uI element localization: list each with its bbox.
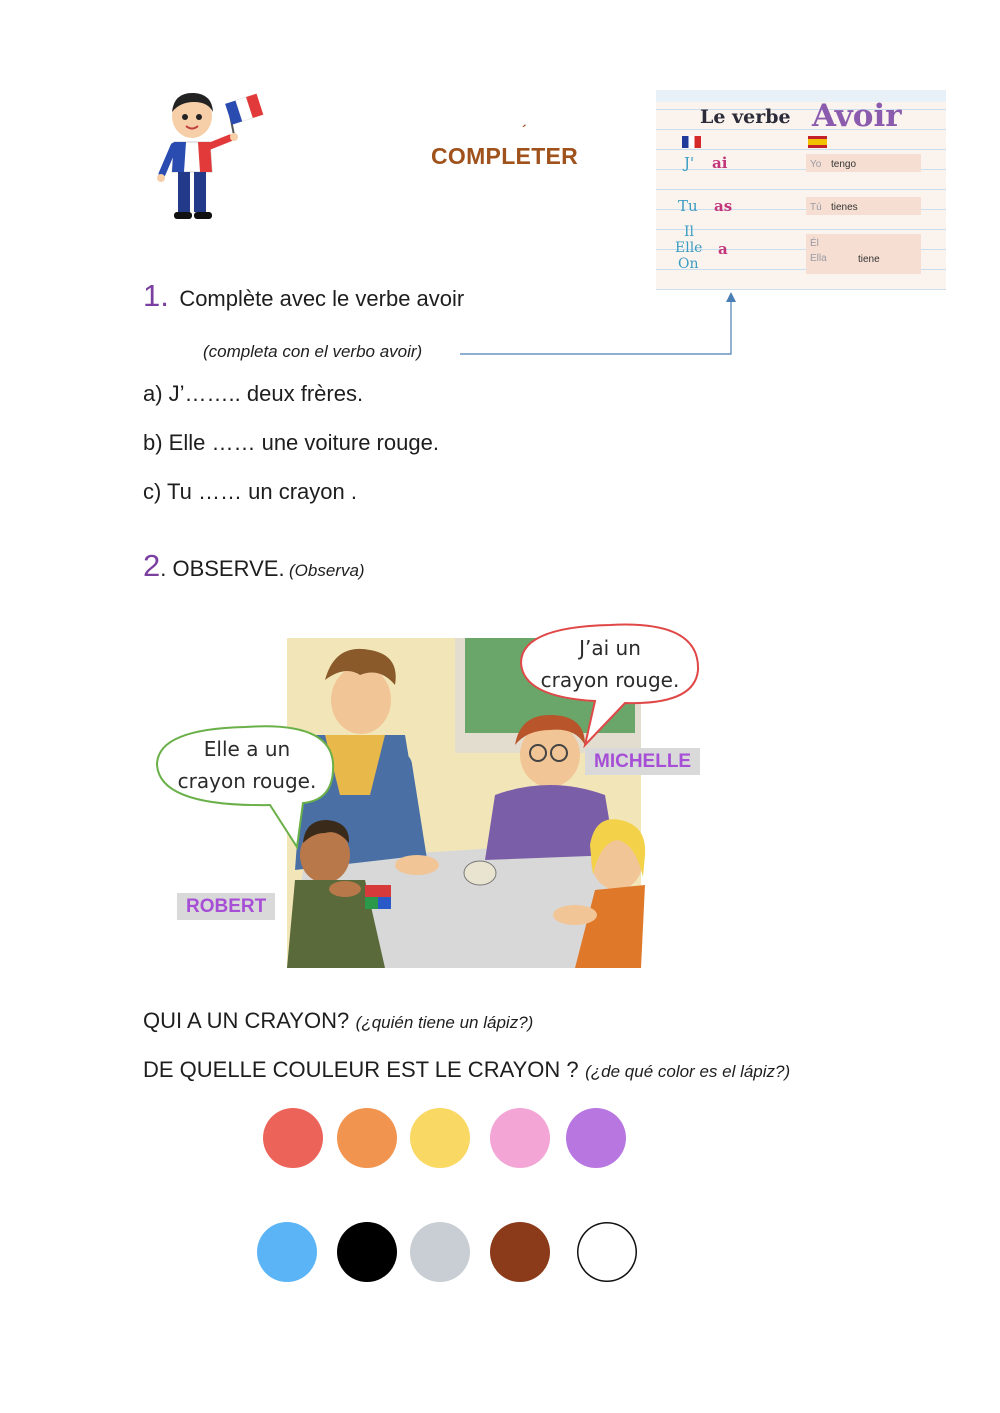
exercise-2-instruction: . OBSERVE. xyxy=(160,556,285,581)
verb-avoir-card xyxy=(656,90,946,290)
pronoun-elle: Elle xyxy=(675,240,703,256)
pronoun-on: On xyxy=(678,256,699,272)
name-tag-michelle: MICHELLE xyxy=(585,748,700,775)
es-verb-tengo: tengo xyxy=(831,159,857,170)
color-dot-pink[interactable] xyxy=(490,1108,550,1168)
color-dot-brown[interactable] xyxy=(490,1222,550,1282)
color-dot-grey[interactable] xyxy=(410,1222,470,1282)
speech-bubble-right-line-1: J’ai un xyxy=(579,636,641,660)
pronoun-je: J' xyxy=(684,154,695,172)
color-dot-yellow[interactable] xyxy=(410,1108,470,1168)
question-1 xyxy=(143,1008,533,1034)
color-dot-orange[interactable] xyxy=(337,1108,397,1168)
exercise-2-heading xyxy=(143,548,365,584)
es-pronoun-tu: Tú xyxy=(810,202,822,213)
color-dot-red[interactable] xyxy=(263,1108,323,1168)
arrow-to-verb-card xyxy=(455,290,745,362)
speech-bubble-right xyxy=(525,632,695,696)
exercise-1-item-c: c) Tu …… un crayon . xyxy=(143,479,357,504)
verb-ai: ai xyxy=(712,154,728,172)
pronoun-tu: Tu xyxy=(678,197,698,215)
color-dot-white[interactable] xyxy=(577,1222,637,1282)
es-pronoun-yo: Yo xyxy=(810,159,822,170)
spain-flag-icon xyxy=(808,136,827,148)
exercise-2-translation: (Observa) xyxy=(289,561,365,580)
exercise-1-number: 1. xyxy=(143,278,169,313)
verb-a: a xyxy=(718,240,728,258)
name-tag-robert: ROBERT xyxy=(177,893,275,920)
es-pronoun-ella: Ella xyxy=(810,253,827,264)
speech-bubble-left xyxy=(162,733,332,797)
verb-card-heading: Le verbe xyxy=(700,106,791,128)
question-2 xyxy=(143,1057,790,1083)
color-dot-black[interactable] xyxy=(337,1222,397,1282)
question-1-translation: (¿quién tiene un lápiz?) xyxy=(355,1013,534,1032)
exercise-2-number: 2 xyxy=(143,548,161,583)
color-dot-purple[interactable] xyxy=(566,1108,626,1168)
exercise-1-heading xyxy=(143,278,464,314)
exercise-1-item-a: a) J’…….. deux frères. xyxy=(143,381,364,406)
question-2-text: DE QUELLE COULEUR EST LE CRAYON ? xyxy=(143,1057,579,1082)
exercise-1-item-b: b) Elle …… une voiture rouge. xyxy=(143,430,439,455)
color-dot-blue[interactable] xyxy=(257,1222,317,1282)
es-verb-tienes: tienes xyxy=(831,202,858,213)
title-accent: ´ xyxy=(522,122,527,138)
boy-with-flag-illustration xyxy=(150,90,270,225)
exercise-1-translation: (completa con el verbo avoir) xyxy=(203,342,423,361)
speech-bubble-left-line-2: crayon rouge. xyxy=(177,769,317,793)
page-title: COMPLETER xyxy=(431,143,579,169)
verb-card-heading-verb: Avoir xyxy=(812,98,902,134)
speech-bubble-right-line-2: crayon rouge. xyxy=(540,668,680,692)
es-verb-tiene: tiene xyxy=(858,254,880,265)
es-pronoun-el: Él xyxy=(810,238,819,249)
question-1-text: QUI A UN CRAYON? xyxy=(143,1008,350,1033)
speech-bubble-left-line-1: Elle a un xyxy=(203,737,291,761)
exercise-1-instruction: Complète avec le verbe avoir xyxy=(179,286,465,311)
verb-as: as xyxy=(714,197,733,215)
france-flag-icon xyxy=(682,136,701,148)
question-2-translation: (¿de qué color es el lápiz?) xyxy=(585,1062,791,1081)
pronoun-il: Il xyxy=(684,224,695,240)
